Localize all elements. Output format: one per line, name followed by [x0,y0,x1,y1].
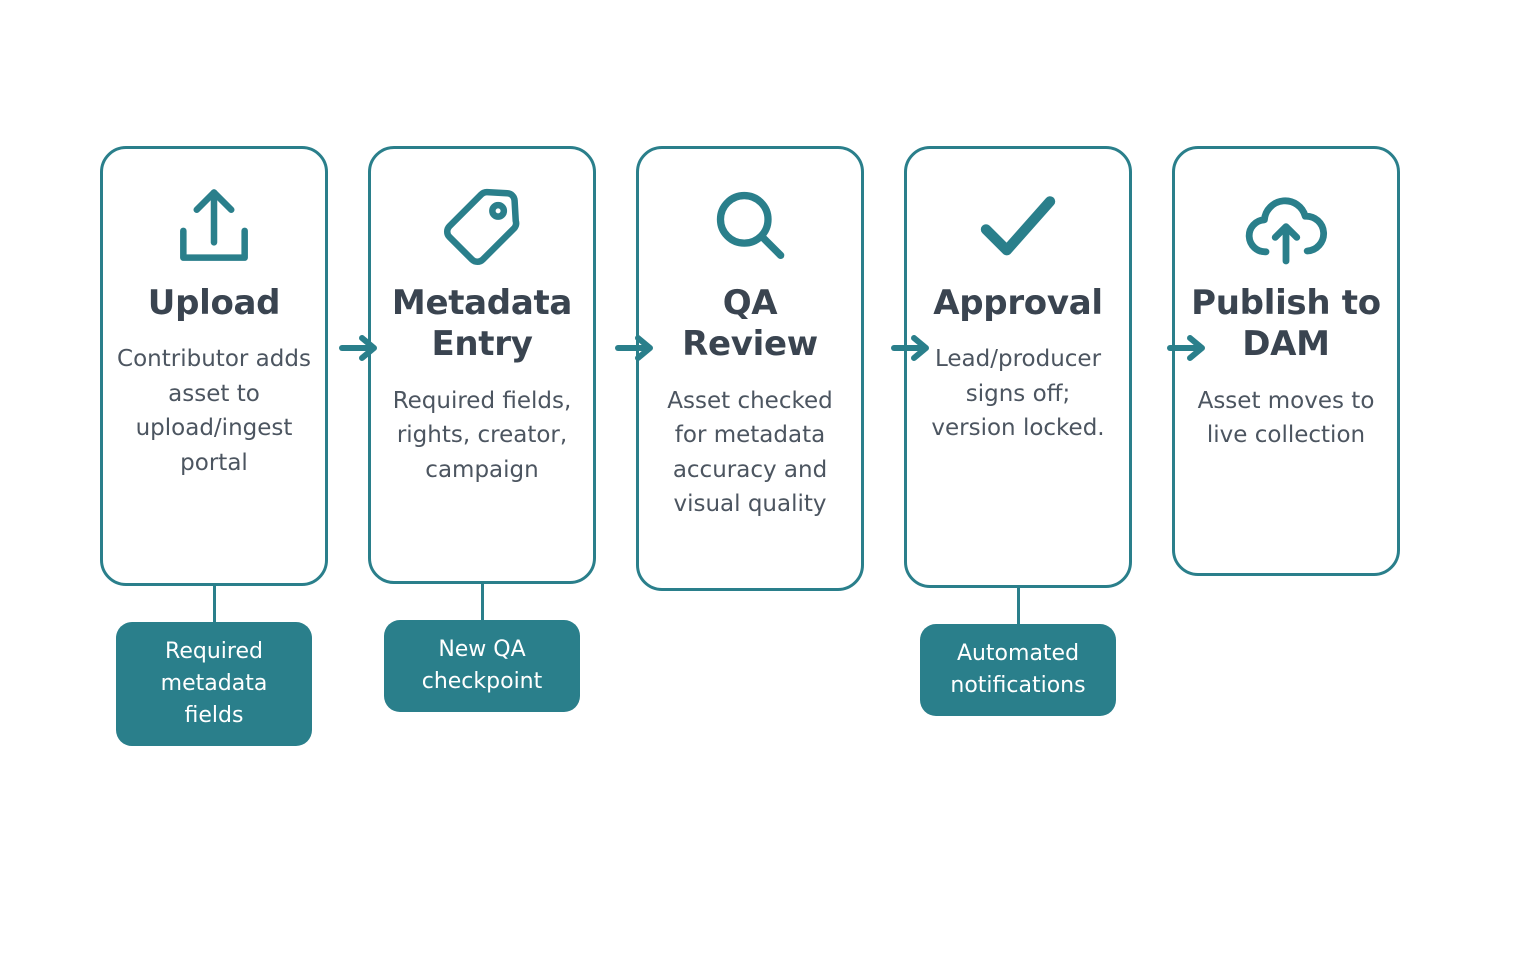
step-approval [904,146,1132,716]
tag-icon [436,175,528,279]
step-qa-review [636,146,864,655]
step-upload [100,146,328,746]
steps-row [100,146,1440,746]
magnifier-icon [704,175,796,279]
cloud-upload-icon [1238,175,1334,279]
step-description: Asset checked for metadata accuracy and visual quality [667,387,833,518]
step-description: Lead/producer signs off; version locked. [931,346,1105,442]
checkmark-icon [970,175,1066,279]
step-title: Upload [147,283,281,323]
step-publish-to-dam [1172,146,1400,640]
step-description: Asset moves to live collection [1197,387,1375,449]
badge-connector [213,586,216,622]
badge-connector [481,584,484,620]
step-card-upload [100,146,328,586]
upload-icon [168,175,260,279]
step-title: Approval [933,283,1103,323]
step-title: Metadata Entry [391,283,573,365]
badge-automated-notifications: Automated notifications [920,624,1116,716]
badge-connector [1017,588,1020,624]
step-card-approval [904,146,1132,588]
step-title: QA Review [682,283,818,365]
step-card-publish-to-dam [1172,146,1400,576]
step-description: Required fields, rights, creator, campaign [392,387,572,483]
step-metadata-entry [368,146,596,712]
step-description: Contributor adds asset to upload/ingest portal [117,346,311,476]
step-title: Publish to DAM [1191,283,1381,365]
badge-new-qa-checkpoint: New QA checkpoint [384,620,580,712]
step-card-metadata-entry [368,146,596,584]
step-card-qa-review [636,146,864,591]
badge-required-metadata-fields: Required metadata fields [116,622,312,746]
